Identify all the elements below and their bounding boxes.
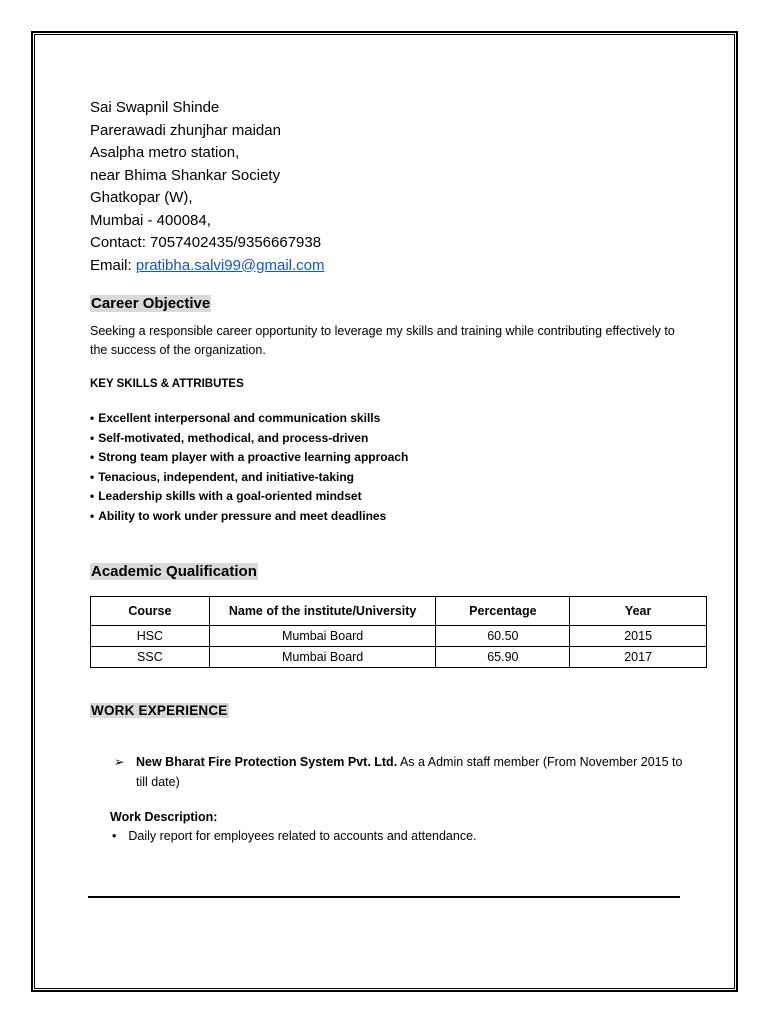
address-line: Ghatkopar (W),: [90, 189, 193, 206]
column-header-institute: Name of the institute/University: [209, 597, 436, 626]
academic-heading: Academic Qualification: [91, 563, 257, 580]
skill-item: • Self-motivated, methodical, and process-driven: [90, 429, 710, 449]
arrow-bullet-icon: ➢: [114, 755, 125, 769]
skills-list: [90, 409, 710, 526]
career-objective-text: Seeking a responsible career opportunity to leverage my skills and training while contributing effectively to the success of the organization.: [90, 324, 675, 357]
address-line: Mumbai - 400084,: [90, 211, 211, 229]
horizontal-divider: [88, 896, 680, 898]
email-label: Email:: [90, 256, 132, 274]
cell-institute: Mumbai Board: [209, 626, 436, 647]
company-name: New Bharat Fire Protection System Pvt. Ltd.: [136, 755, 398, 769]
cell-percentage: 60.50: [436, 626, 570, 647]
academic-table: [90, 596, 707, 668]
work-experience-heading: WORK EXPERIENCE: [91, 703, 228, 718]
cell-year: 2017: [570, 647, 707, 668]
cell-percentage: 65.90: [436, 647, 570, 668]
applicant-name: Sai Swapnil Shinde: [90, 99, 220, 116]
email-link[interactable]: pratibha.salvi99@gmail.com: [135, 256, 325, 274]
column-header-course: Course: [91, 597, 210, 626]
skill-item: • Ability to work under pressure and meet deadlines: [90, 507, 710, 527]
cell-institute: Mumbai Board: [209, 647, 436, 668]
key-skills-heading: KEY SKILLS & ATTRIBUTES: [90, 378, 244, 390]
duties-list: [114, 826, 710, 846]
contact-phone-line: [90, 232, 710, 255]
skill-item: • Tenacious, independent, and initiative-taking: [90, 468, 710, 488]
experience-item: [114, 752, 696, 792]
role-description: As a Admin staff member (From November 2015 to till date): [136, 755, 683, 789]
table-row: [91, 647, 707, 668]
work-description-label: Work Description:: [110, 810, 218, 824]
duty-item: • Daily report for employees related to accounts and attendance.: [114, 826, 710, 846]
address-line: near Bhima Shankar Society: [90, 166, 281, 184]
contact-block: [90, 97, 710, 277]
column-header-percentage: Percentage: [436, 597, 570, 626]
skill-item: • Leadership skills with a goal-oriented mindset: [90, 487, 710, 507]
address-line: Asalpha metro station,: [90, 144, 240, 161]
resume-content: [90, 97, 710, 846]
address-line: Parerawadi zhunjhar maidan: [90, 121, 281, 139]
table-row: [91, 626, 707, 647]
skill-item: • Strong team player with a proactive learning approach: [90, 448, 710, 468]
phone-number: 7057402435/9356667938: [150, 234, 322, 251]
cell-course: SSC: [91, 647, 210, 668]
career-objective-heading: Career Objective: [91, 295, 211, 312]
column-header-year: Year: [570, 597, 707, 626]
email-line: [90, 255, 710, 278]
skill-item: • Excellent interpersonal and communication skills: [90, 409, 710, 429]
cell-course: HSC: [91, 626, 210, 647]
contact-label: Contact:: [90, 234, 146, 251]
table-header-row: [91, 597, 707, 626]
cell-year: 2015: [570, 626, 707, 647]
